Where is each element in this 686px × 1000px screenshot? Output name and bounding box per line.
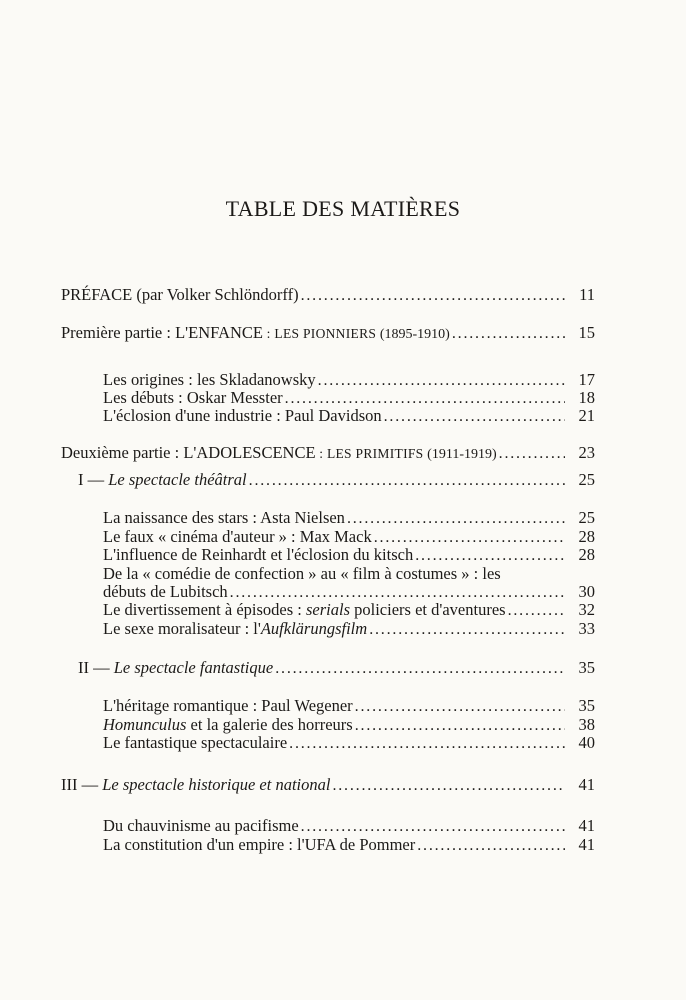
page-number: 11 — [579, 285, 595, 304]
leader-dots — [369, 620, 565, 640]
page-number: 33 — [578, 619, 595, 638]
toc-entry-preface — [61, 285, 595, 305]
toc-entry — [103, 370, 595, 390]
entry-label: Le divertissement à épisodes : serials policiers et d'aventures — [103, 600, 506, 619]
leader-dots — [275, 659, 565, 679]
entry-label: Le fantastique spectaculaire — [103, 733, 288, 752]
entry-label: Les débuts : Oskar Messter — [103, 388, 283, 407]
toc-entry — [103, 406, 595, 426]
entry-label: L'éclosion d'une industrie : Paul Davidson — [103, 406, 382, 425]
entry-label: Le faux « cinéma d'auteur » : Max Mack — [103, 527, 372, 546]
page-number: 35 — [578, 696, 595, 715]
toc-entry — [103, 816, 595, 836]
toc-entry — [103, 600, 595, 620]
page-number: 30 — [578, 582, 595, 601]
toc-entry — [103, 527, 595, 547]
entry-label: L'héritage romantique : Paul Wegener — [103, 696, 353, 715]
page-title: TABLE DES MATIÈRES — [225, 196, 461, 221]
page-number: 32 — [578, 600, 595, 619]
leader-dots — [289, 734, 565, 754]
entry-label: Du chauvinisme au pacifisme — [103, 816, 299, 835]
toc-entry — [103, 715, 595, 735]
entry-label: Le sexe moralisateur : l'Aufklärungsfilm — [103, 619, 368, 638]
entry-label-line-2: débuts de Lubitsch — [103, 582, 228, 601]
leader-dots — [332, 776, 565, 796]
leader-dots — [301, 286, 565, 306]
toc-entry — [103, 696, 595, 716]
entry-label: Deuxième partie : L'ADOLESCENCE : LES PRIMITIFS (1911-1919) — [61, 443, 497, 462]
toc-entry — [103, 545, 595, 565]
page-number: 23 — [578, 443, 595, 462]
leader-dots — [415, 546, 565, 566]
page-number: 41 — [578, 816, 595, 835]
toc-entry-part-1 — [61, 323, 595, 343]
entry-label: II — Le spectacle fantastique — [78, 658, 274, 677]
toc-section-2 — [78, 658, 595, 678]
leader-dots — [499, 444, 565, 464]
entry-label: L'influence de Reinhardt et l'éclosion du kitsch — [103, 545, 414, 564]
page-number: 28 — [578, 527, 595, 546]
toc-entry — [103, 619, 595, 639]
page-number: 38 — [578, 715, 595, 734]
page-number: 28 — [578, 545, 595, 564]
page-number: 17 — [578, 370, 595, 389]
toc-section-3 — [61, 775, 595, 795]
toc-entry-part-2 — [61, 443, 595, 463]
leader-dots — [508, 601, 565, 621]
page-number: 41 — [578, 775, 595, 794]
leader-dots — [301, 817, 565, 837]
page-number: 35 — [578, 658, 595, 677]
toc-entry — [103, 388, 595, 408]
entry-label: La constitution d'un empire : l'UFA de Pommer — [103, 835, 416, 854]
toc-entry — [103, 582, 595, 602]
leader-dots — [347, 509, 565, 529]
leader-dots — [355, 697, 565, 717]
page-number: 25 — [578, 508, 595, 527]
entry-label: PRÉFACE (par Volker Schlöndorff) — [61, 285, 299, 304]
entry-label: III — Le spectacle historique et national — [61, 775, 331, 794]
leader-dots — [249, 471, 565, 491]
leader-dots — [417, 836, 565, 856]
entry-label: La naissance des stars : Asta Nielsen — [103, 508, 345, 527]
entry-label: Homunculus et la galerie des horreurs — [103, 715, 353, 734]
entry-label: Les origines : les Skladanowsky — [103, 370, 316, 389]
entry-label: I — Le spectacle théâtral — [78, 470, 247, 489]
page-number: 15 — [578, 323, 595, 342]
page-number: 40 — [578, 733, 595, 752]
toc-entry — [103, 733, 595, 753]
toc-entry — [103, 835, 595, 855]
page-number: 18 — [578, 388, 595, 407]
toc-section-1 — [78, 470, 595, 490]
page-number: 21 — [578, 406, 595, 425]
entry-label: Première partie : L'ENFANCE : LES PIONNIERS (1895-1910) — [61, 323, 450, 342]
entry-label-line-1: De la « comédie de confection » au « film à costumes » : les — [103, 564, 501, 583]
leader-dots — [384, 407, 565, 427]
page-number: 25 — [578, 470, 595, 489]
leader-dots — [452, 324, 565, 344]
toc-entry — [103, 508, 595, 528]
page-number: 41 — [578, 835, 595, 854]
